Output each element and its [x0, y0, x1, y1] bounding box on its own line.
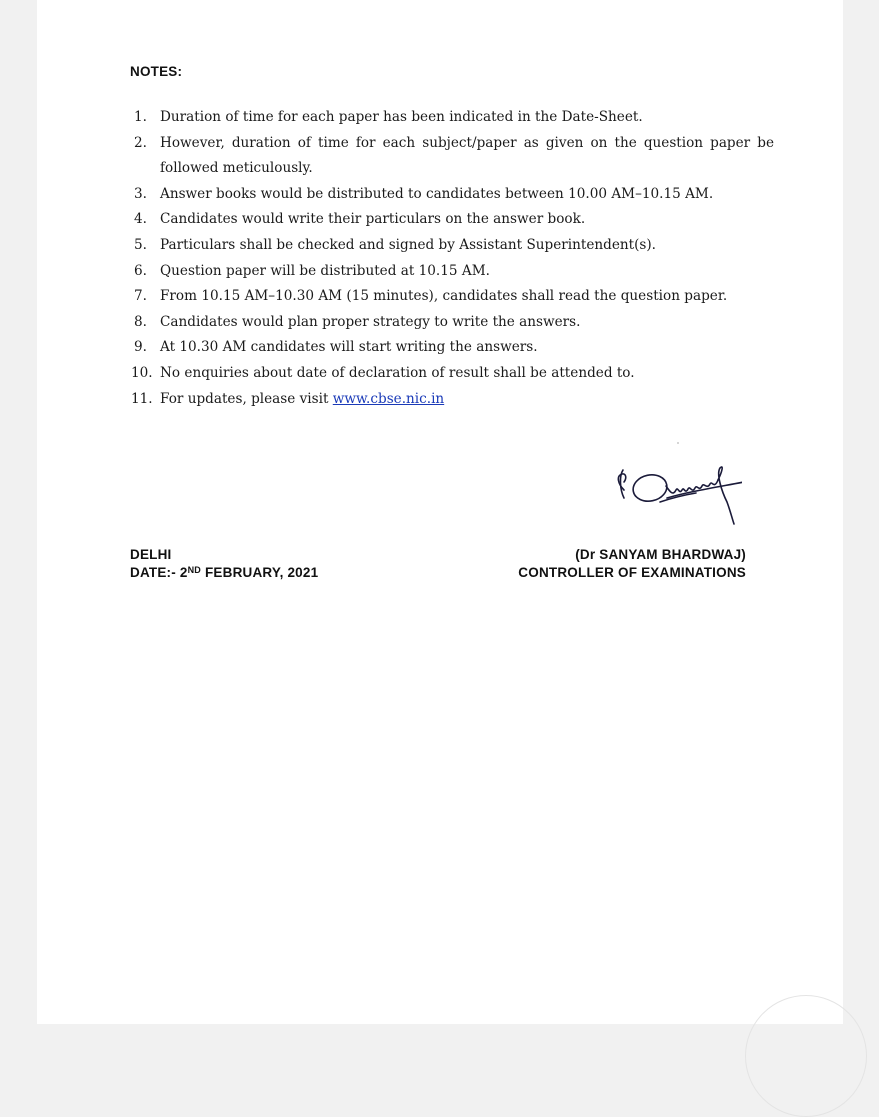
note-text: For updates, please visit — [160, 390, 333, 407]
note-text: Candidates would plan proper strategy to write the answers. — [160, 313, 581, 330]
signature-image — [572, 440, 742, 532]
note-number: 7. — [134, 288, 147, 305]
note-item — [134, 259, 774, 285]
place-label: DELHI — [130, 547, 172, 562]
note-number: 6. — [134, 262, 147, 279]
notes-heading: NOTES: — [130, 64, 183, 79]
note-text: No enquiries about date of declaration of result shall be attended to. — [160, 364, 635, 381]
note-number: 10. — [131, 364, 153, 381]
note-number: 8. — [134, 313, 147, 330]
notes-list — [131, 105, 774, 412]
note-number: 5. — [134, 236, 147, 253]
note-item — [131, 387, 774, 413]
note-number: 9. — [134, 339, 147, 356]
document-page — [37, 0, 843, 1024]
note-item — [134, 207, 774, 233]
note-number: 1. — [134, 109, 147, 125]
note-item — [131, 361, 774, 387]
note-text: At 10.30 AM candidates will start writing the answers. — [160, 339, 538, 356]
note-text: Candidates would write their particulars on the answer book. — [160, 211, 586, 228]
note-text: From 10.15 AM–10.30 AM (15 minutes), candidates shall read the question paper. — [160, 288, 728, 305]
note-number: 2. — [134, 134, 147, 151]
note-text: Question paper will be distributed at 10.15 AM. — [160, 262, 490, 279]
note-item — [134, 310, 774, 336]
note-text: However, duration of time for each subject/paper as given on the question paper be followed meticulously. — [160, 134, 774, 177]
date-label: DATE:- 2ND FEBRUARY, 2021 — [130, 565, 319, 580]
note-number: 11. — [131, 390, 153, 407]
signatory-title: CONTROLLER OF EXAMINATIONS — [518, 565, 746, 580]
note-item — [134, 233, 774, 259]
note-text: Particulars shall be checked and signed by Assistant Superintendent(s). — [160, 236, 656, 253]
note-item — [134, 182, 774, 208]
cbse-website-link[interactable]: www.cbse.nic.in — [332, 390, 445, 407]
note-number: 3. — [134, 185, 147, 202]
note-text: Duration of time for each paper has been indicated in the Date-Sheet. — [160, 109, 643, 125]
viewer-scroll-indicator[interactable] — [745, 995, 867, 1117]
note-text: Answer books would be distributed to candidates between 10.00 AM–10.15 AM. — [160, 185, 714, 202]
note-item — [134, 105, 774, 131]
signatory-block — [518, 546, 746, 582]
note-item — [134, 335, 774, 361]
signatory-name: (Dr SANYAM BHARDWAJ) — [575, 547, 746, 562]
note-item — [134, 284, 774, 310]
note-item — [134, 131, 774, 182]
note-number: 4. — [134, 211, 147, 228]
place-date-block — [130, 546, 318, 582]
